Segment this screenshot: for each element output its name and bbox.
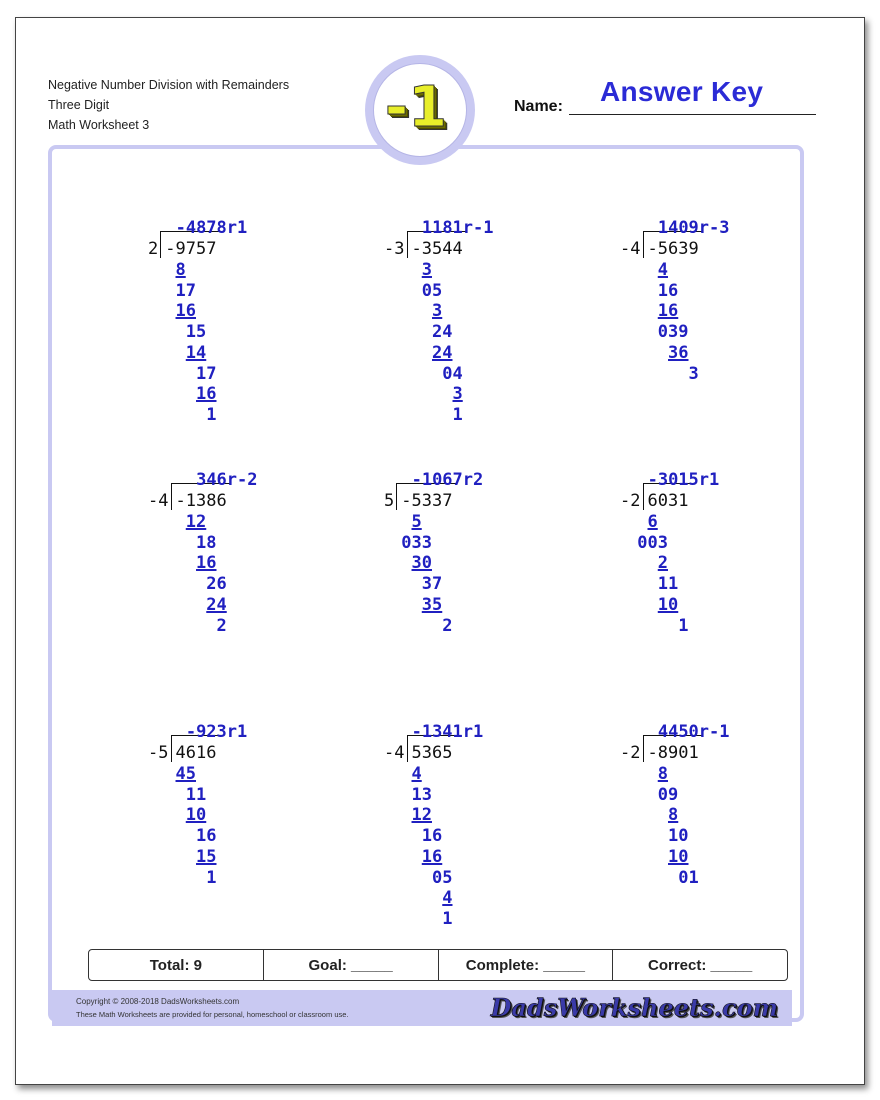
dividend: 5365	[411, 743, 453, 763]
subtrahend: 4	[442, 888, 453, 909]
quotient-answer: -923r1	[185, 722, 248, 742]
quotient-answer: -1067r2	[411, 470, 484, 490]
subtrahend: 6	[647, 512, 658, 532]
partial-remainder: 13	[411, 784, 432, 805]
divisor: -4	[620, 239, 641, 259]
quotient-answer: 1409r-3	[657, 218, 730, 238]
worksheet-number: Math Worksheet 3	[48, 118, 150, 132]
subtrahend: 15	[196, 846, 217, 867]
partial-remainder: 1	[206, 404, 217, 425]
quotient-answer: 1181r-1	[421, 218, 494, 238]
division-problem	[620, 470, 820, 690]
copyright-text: Copyright © 2008-2018 DadsWorksheets.com	[76, 997, 240, 1006]
subtrahend: 16	[196, 384, 217, 405]
subtrahend: 8	[668, 805, 679, 826]
subtrahend: 24	[432, 342, 453, 363]
subtrahend: 14	[185, 342, 207, 363]
partial-remainder: 2	[442, 615, 453, 636]
partial-remainder: 3	[688, 363, 699, 384]
subtrahend: 3	[452, 384, 463, 405]
partial-remainder: 039	[657, 322, 689, 343]
name-line	[569, 114, 816, 115]
partial-remainder: 11	[185, 784, 207, 805]
quotient-answer: -4878r1	[175, 218, 248, 238]
partial-remainder: 18	[196, 532, 217, 553]
quotient-answer: -1341r1	[411, 722, 484, 742]
partial-remainder: 033	[401, 532, 432, 553]
subtrahend: 3	[421, 260, 432, 280]
partial-remainder: 1	[452, 404, 463, 425]
partial-remainder: 10	[668, 826, 689, 847]
quotient-answer: 346r-2	[196, 470, 258, 490]
division-problem	[148, 722, 348, 942]
subtrahend: 30	[411, 553, 432, 574]
subtrahend: 3	[432, 301, 443, 322]
quotient-answer: -3015r1	[647, 470, 720, 490]
divisor: 2	[148, 239, 159, 259]
division-problem	[384, 218, 584, 438]
subtrahend: 12	[185, 512, 207, 532]
complete-cell[interactable]: Complete: _____	[439, 950, 614, 980]
subtrahend: 12	[411, 805, 432, 826]
partial-remainder: 1	[442, 908, 453, 929]
divisor: -3	[384, 239, 405, 259]
partial-remainder: 2	[216, 615, 227, 636]
partial-remainder: 01	[678, 867, 699, 888]
subtrahend: 5	[411, 512, 422, 532]
subtrahend: 16	[196, 553, 217, 574]
subtrahend: 16	[657, 301, 679, 322]
answer-key-text: Answer Key	[600, 76, 764, 107]
negative-one-badge	[365, 55, 475, 165]
dadsworksheets-logo[interactable]: DadsWorksheets.com	[490, 993, 778, 1022]
divisor: -4	[384, 743, 405, 763]
divisor: -5	[148, 743, 169, 763]
dividend: -8901	[647, 743, 699, 763]
partial-remainder: 16	[657, 280, 679, 301]
footer-bar	[52, 990, 792, 1026]
dividend: -5639	[647, 239, 699, 259]
total-cell: Total: 9	[89, 950, 264, 980]
partial-remainder: 17	[196, 363, 217, 384]
partial-remainder: 17	[175, 280, 196, 301]
division-problem	[620, 722, 820, 942]
partial-remainder: 04	[442, 363, 463, 384]
partial-remainder: 16	[196, 826, 217, 847]
partial-remainder: 1	[206, 867, 217, 888]
partial-remainder: 26	[206, 574, 227, 595]
subtrahend: 4	[657, 260, 668, 280]
partial-remainder: 003	[637, 532, 668, 553]
subtrahend: 2	[657, 553, 668, 574]
usage-notice: These Math Worksheets are provided for personal, homeschool or classroom use.	[76, 1010, 349, 1019]
correct-cell[interactable]: Correct: _____	[648, 956, 753, 974]
badge-inner	[373, 63, 467, 157]
worksheet-title: Negative Number Division with Remainders	[48, 78, 290, 92]
partial-remainder: 15	[185, 322, 207, 343]
subtrahend: 16	[175, 301, 196, 322]
subtrahend: 4	[411, 764, 422, 784]
subtrahend: 35	[421, 594, 443, 615]
subtrahend: 8	[657, 764, 668, 784]
divisor: -2	[620, 491, 641, 511]
subtrahend: 10	[185, 805, 207, 826]
divisor: 5	[384, 491, 395, 511]
subtrahend: 10	[668, 846, 689, 867]
badge-number: -1	[384, 74, 448, 140]
partial-remainder: 37	[421, 574, 443, 595]
division-problem	[148, 470, 348, 690]
dividend: 6031	[647, 491, 689, 511]
partial-remainder: 11	[657, 574, 679, 595]
goal-cell[interactable]: Goal: _____	[264, 950, 439, 980]
subtrahend: 10	[657, 594, 679, 615]
partial-remainder: 05	[421, 280, 443, 301]
division-problem	[384, 722, 584, 942]
subtrahend: 36	[668, 342, 689, 363]
subtrahend: 8	[175, 260, 186, 280]
partial-remainder: 24	[432, 322, 453, 343]
dividend: -5337	[401, 491, 453, 511]
division-problem	[384, 470, 584, 690]
division-problem	[148, 218, 348, 438]
divisor: -4	[148, 491, 169, 511]
dividend: -1386	[175, 491, 227, 511]
partial-remainder: 09	[657, 784, 679, 805]
partial-remainder: 05	[432, 867, 453, 888]
subtrahend: 24	[206, 594, 227, 615]
name-label: Name:	[514, 98, 563, 115]
totals-bar	[88, 949, 788, 981]
partial-remainder: 1	[678, 615, 689, 636]
partial-remainder: 16	[421, 826, 443, 847]
quotient-answer: 4450r-1	[657, 722, 730, 742]
subtrahend: 45	[175, 764, 196, 784]
division-problem	[620, 218, 820, 438]
subtrahend: 16	[421, 846, 443, 867]
name-field[interactable]	[514, 76, 816, 116]
dividend: -9757	[165, 239, 217, 259]
dividend: -3544	[411, 239, 463, 259]
worksheet-subtitle: Three Digit	[48, 98, 110, 112]
dividend: 4616	[175, 743, 217, 763]
divisor: -2	[620, 743, 641, 763]
